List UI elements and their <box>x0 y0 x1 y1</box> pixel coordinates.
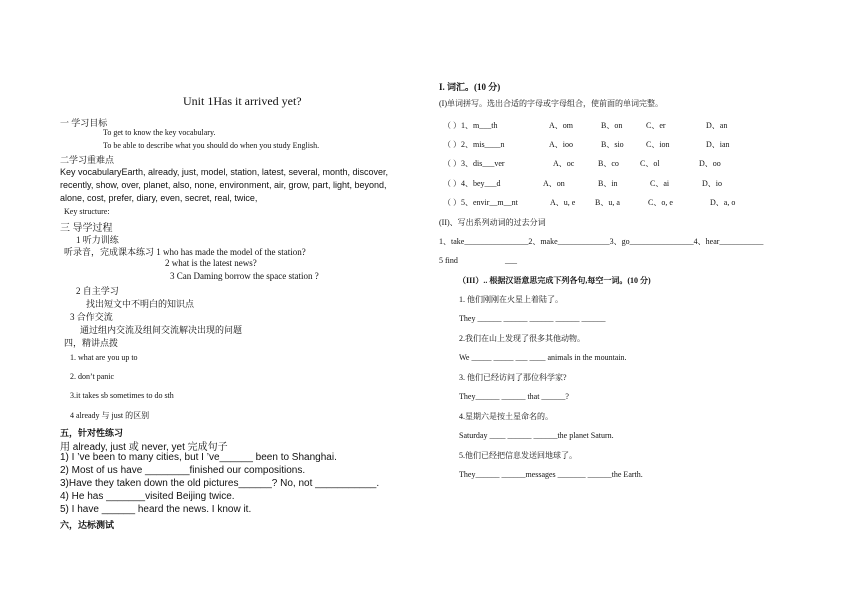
choice-option: A、om <box>549 121 573 130</box>
section-heading-explanation: 四，精讲点拨 <box>64 338 119 348</box>
vocab-line: recently, show, over, planet, also, none, environment, air, grow, part, light, beyond, <box>60 180 387 190</box>
section-heading-goals: 一 学习目标 <box>60 118 108 128</box>
sentence-chinese: 1. 他们刚刚在火星上着陆了。 <box>459 295 563 304</box>
sentence-chinese: 5.他们已经把信息发送回地球了。 <box>459 451 577 460</box>
choice-option: B、co <box>598 159 619 168</box>
practice-sentence: 5) I have ______ heard the news. I know it. <box>60 504 252 515</box>
choice-option: B、sio <box>601 140 624 149</box>
part1-instructions: (I)单词拼写。选出合适的字母或字母组合，使前面的单词完整。 <box>439 99 663 108</box>
part1-heading: I. 词汇。(10 分) <box>439 82 501 92</box>
vocab-line: Key vocabularyEarth, already, just, model, station, latest, several, month, discover, <box>60 167 388 177</box>
cooperation-text: 通过组内交流及组间交流解决出现的问题 <box>80 325 243 335</box>
sentence-chinese: 4.星期六是按土星命名的。 <box>459 412 553 421</box>
sentence-chinese: 3. 他们已经访问了那位科学家? <box>459 373 567 382</box>
choice-option: C、ai <box>650 179 670 188</box>
goal-line: To get to know the key vocabulary. <box>103 128 216 137</box>
practice-sentence: 2) Most of us have ________finished our compositions. <box>60 465 306 476</box>
sentence-english: They______ ______ that ______? <box>459 392 569 401</box>
choice-option: C、ion <box>646 140 670 149</box>
choice-option: D、ian <box>706 140 730 149</box>
choice-option: D、an <box>706 121 728 130</box>
sentence-english: We _____ _____ ___ ____ animals in the mountain. <box>459 353 627 362</box>
sentence-english: Saturday ____ ______ ______the planet Saturn. <box>459 431 614 440</box>
self-study-text: 找出短文中不明白的知识点 <box>86 299 195 309</box>
key-structure-label: Key structure: <box>64 207 110 216</box>
page-title: Unit 1Has it arrived yet? <box>183 94 302 108</box>
verb-blank-line: ___ <box>505 256 517 265</box>
section-heading-test: 六，达标测试 <box>60 520 115 530</box>
listening-question: 3 Can Daming borrow the space station ? <box>170 271 319 281</box>
verb-blank-item: 5 find <box>439 256 458 265</box>
choice-stem: （ ）1、m___th <box>443 121 498 130</box>
choice-option: D、a, o <box>710 198 736 207</box>
subheading-cooperation: 3 合作交流 <box>70 312 113 322</box>
section-heading-practice: 五，针对性练习 <box>60 428 124 438</box>
choice-option: C、o, e <box>648 198 673 207</box>
practice-sentence: 1) I ’ve been to many cities, but I ’ve______ been to Shanghai. <box>60 452 337 463</box>
listening-question: 2 what is the latest news? <box>165 258 257 268</box>
choice-option: A、on <box>543 179 565 188</box>
sentence-english: They______ ______messages _______ ______the Earth. <box>459 470 643 479</box>
explanation-point: 4 already 与 just 的区别 <box>70 411 150 420</box>
part3-heading: （III）.. 根据汉语意思完成下列各句,每空一词。(10 分) <box>458 276 651 285</box>
practice-intro: 用 already, just 或 never, yet 完成句子 <box>60 442 228 453</box>
choice-option: C、ol <box>640 159 660 168</box>
choice-option: B、in <box>598 179 618 188</box>
vocab-line: alone, cost, prefer, diary, even, secret, real, twice, <box>60 193 258 203</box>
sentence-chinese: 2.我们在山上发现了很多其他动物。 <box>459 334 585 343</box>
explanation-point: 3.it takes sb sometimes to do sth <box>70 391 174 400</box>
choice-stem: （ ）5、envir__m__nt <box>443 198 518 207</box>
part2-heading: (II)、写出系列动词的过去分词 <box>439 218 546 227</box>
choice-stem: （ ）2、mis____n <box>443 140 505 149</box>
subheading-self-study: 2 自主学习 <box>76 286 119 296</box>
explanation-point: 1. what are you up to <box>70 353 138 362</box>
goal-line: To be able to describe what you should do when you study English. <box>103 141 320 150</box>
choice-option: C、er <box>646 121 666 130</box>
choice-option: A、oc <box>553 159 575 168</box>
practice-sentence: 4) He has _______visited Beijing twice. <box>60 491 235 502</box>
choice-option: A、u, e <box>550 198 576 207</box>
choice-stem: （ ）4、bey___d <box>443 179 501 188</box>
choice-option: A、ioo <box>549 140 573 149</box>
sentence-english: They ______ ______ ______ ______ ______ <box>459 314 606 323</box>
practice-sentence: 3)Have they taken down the old pictures______? No, not ___________. <box>60 478 380 489</box>
choice-stem: （ ）3、dis___ver <box>443 159 505 168</box>
choice-option: B、u, a <box>595 198 620 207</box>
section-heading-key-points: 二学习重难点 <box>60 155 115 165</box>
choice-option: B、on <box>601 121 623 130</box>
section-heading-process: 三 导学过程 <box>60 223 113 234</box>
choice-option: D、oo <box>699 159 721 168</box>
subheading-listening: 1 听力训练 <box>76 235 119 245</box>
listening-question: 听录音，完成课本练习 1 who has made the model of the station? <box>64 247 306 257</box>
choice-option: D、io <box>702 179 722 188</box>
explanation-point: 2. don’t panic <box>70 372 115 381</box>
verb-blanks: 1、take________________2、make_____________3、go________________4、hear___________ <box>439 237 764 246</box>
